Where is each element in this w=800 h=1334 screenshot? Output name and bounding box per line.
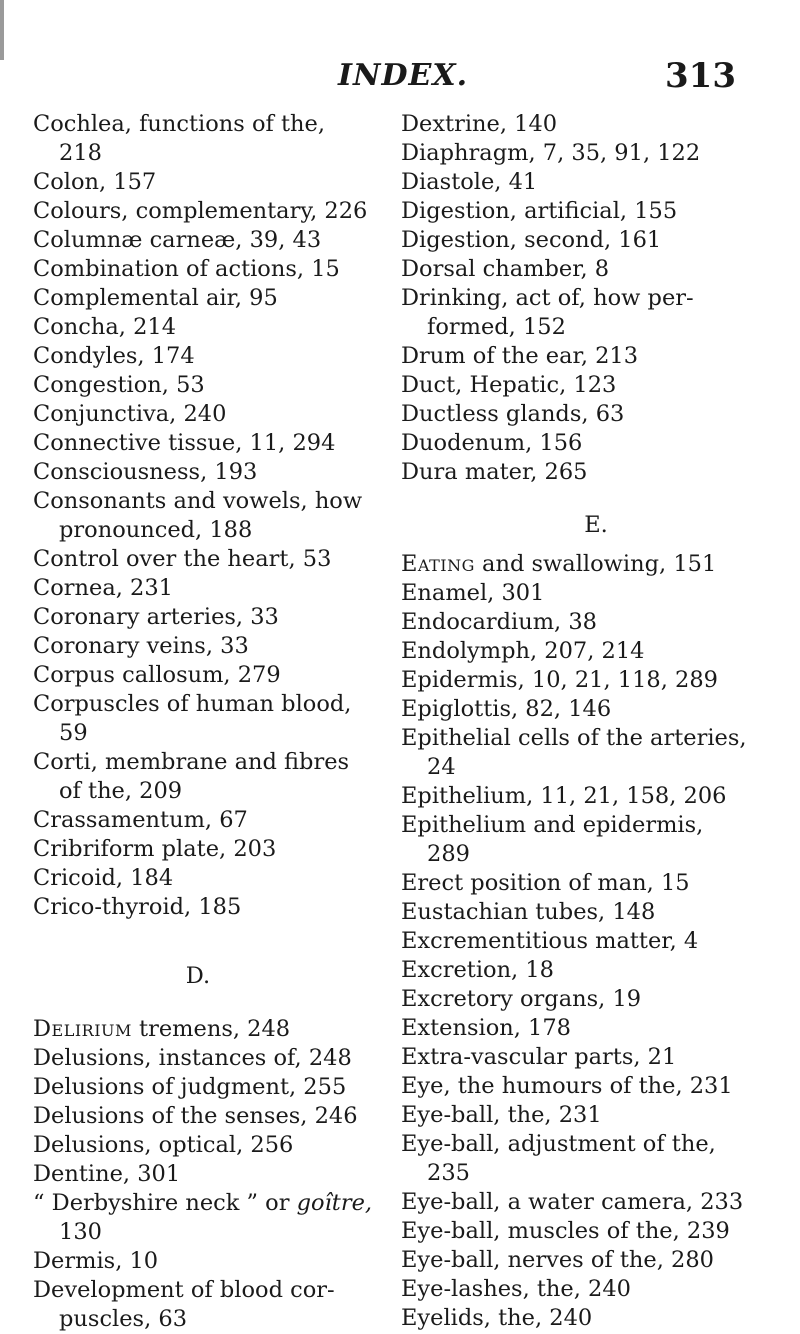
index-entry [33, 661, 363, 690]
index-entry [33, 429, 363, 458]
index-entry [33, 255, 363, 284]
entry-text: Enamel, 301 [401, 580, 545, 606]
entry-text: Corpuscles of human blood, [33, 691, 352, 717]
index-entry [401, 637, 791, 666]
entry-text: Drinking, act of, how per- [401, 285, 694, 311]
index-entry [33, 835, 363, 864]
left-column [33, 110, 373, 1334]
entry-text: Concha, 214 [33, 314, 177, 340]
entry-continuation: 24 [427, 754, 456, 780]
entry-text: Erect position of man, 15 [401, 870, 690, 896]
index-entry [401, 255, 791, 284]
entry-text: Ductless glands, 63 [401, 401, 625, 427]
index-entry [401, 458, 791, 487]
index-entry [401, 608, 791, 637]
index-entry [401, 956, 791, 985]
entry-text: Extension, 178 [401, 1015, 571, 1041]
entry-text: Epithelium and epidermis, [401, 812, 704, 838]
entry-text: Dextrine, 140 [401, 111, 558, 137]
entry-text: and swallowing, 151 [474, 551, 717, 577]
entry-text: Delusions, instances of, 248 [33, 1045, 352, 1071]
index-entry [33, 748, 363, 806]
entry-text: Crassamentum, 67 [33, 807, 248, 833]
entry-lead-word: Delirium [33, 1016, 132, 1042]
index-entry [33, 400, 363, 429]
entry-text: Colon, 157 [33, 169, 157, 195]
running-title: INDEX. [338, 58, 469, 93]
section-heading-e: E. [584, 512, 608, 538]
entry-text: Endocardium, 38 [401, 609, 597, 635]
index-entry [33, 1247, 363, 1276]
index-entry [33, 1073, 363, 1102]
index-entry [401, 1246, 791, 1275]
entry-continuation: 289 [427, 841, 470, 867]
index-entry [401, 724, 791, 782]
section-heading-d: D. [185, 963, 211, 989]
index-entry [33, 1131, 363, 1160]
index-entry [401, 927, 791, 956]
entry-text: Colours, complementary, 226 [33, 198, 368, 224]
index-entry [401, 550, 791, 579]
page-number: 313 [665, 56, 736, 96]
index-entry [401, 1304, 791, 1333]
entry-text: Epiglottis, 82, 146 [401, 696, 612, 722]
entry-text: Excrementitious matter, 4 [401, 928, 699, 954]
entry-text: Cricoid, 184 [33, 865, 174, 891]
entry-text: Excretory organs, 19 [401, 986, 642, 1012]
entry-text: Extra-vascular parts, 21 [401, 1044, 677, 1070]
index-entry [33, 632, 363, 661]
right-column [401, 110, 791, 1333]
entry-continuation: of the, 209 [59, 778, 183, 804]
index-entry [33, 371, 363, 400]
entry-text: Eye-ball, the, 231 [401, 1102, 602, 1128]
entry-text: Control over the heart, 53 [33, 546, 332, 572]
index-entry [401, 1188, 791, 1217]
entry-continuation: 59 [59, 720, 88, 746]
entry-text: Consciousness, 193 [33, 459, 258, 485]
index-entry [401, 400, 791, 429]
index-entry [33, 864, 363, 893]
index-entry [401, 284, 791, 342]
entry-text: Corpus callosum, 279 [33, 662, 281, 688]
page-header [0, 52, 800, 96]
index-entry [33, 1189, 373, 1247]
index-entry [401, 898, 791, 927]
index-entry [33, 313, 363, 342]
index-entry [401, 1130, 791, 1188]
entry-continuation: 218 [59, 140, 102, 166]
entry-text: Columnæ carneæ, 39, 43 [33, 227, 322, 253]
index-entry [33, 603, 363, 632]
entry-italic: goître, [296, 1190, 373, 1216]
index-entry [401, 1101, 791, 1130]
index-entry [401, 110, 791, 139]
index-entry [401, 1217, 791, 1246]
entry-text: Cochlea, functions of the, [33, 111, 325, 137]
entry-text: Corti, membrane and fibres [33, 749, 350, 775]
entry-text: Development of blood cor- [33, 1277, 335, 1303]
entry-continuation: puscles, 63 [59, 1306, 188, 1332]
entry-text: Dorsal chamber, 8 [401, 256, 610, 282]
index-entry [401, 1072, 791, 1101]
scan-edge-mark [0, 0, 4, 60]
entry-text: Epidermis, 10, 21, 118, 289 [401, 667, 718, 693]
entry-text: “ Derbyshire neck ” or [33, 1190, 297, 1216]
index-entry [401, 666, 791, 695]
entry-text: Duct, Hepatic, 123 [401, 372, 617, 398]
entry-text: Diaphragm, 7, 35, 91, 122 [401, 140, 701, 166]
index-entry [33, 342, 363, 371]
entry-text: Congestion, 53 [33, 372, 205, 398]
index-entry [33, 1276, 363, 1334]
index-entry [33, 284, 363, 313]
entry-text: Combination of actions, 15 [33, 256, 340, 282]
entry-text: Connective tissue, 11, 294 [33, 430, 336, 456]
entry-text: Dermis, 10 [33, 1248, 159, 1274]
entry-text: Complemental air, 95 [33, 285, 278, 311]
index-entry [401, 226, 791, 255]
entry-lead-word: Eating [401, 551, 475, 577]
index-entry [401, 1275, 791, 1304]
entry-text: Coronary veins, 33 [33, 633, 249, 659]
index-entry [401, 985, 791, 1014]
entry-text: Eye-ball, a water camera, 233 [401, 1189, 744, 1215]
entry-text: Cribriform plate, 203 [33, 836, 277, 862]
index-entry [33, 168, 363, 197]
entry-continuation: pronounced, 188 [59, 517, 253, 543]
index-entry [401, 429, 791, 458]
entry-continuation: formed, 152 [427, 314, 566, 340]
entry-text: Eye-ball, adjustment of the, [401, 1131, 716, 1157]
index-entry [33, 1015, 363, 1044]
index-entry [401, 811, 791, 869]
entry-text: Digestion, second, 161 [401, 227, 662, 253]
entry-text: Crico-thyroid, 185 [33, 894, 242, 920]
index-entry [401, 139, 791, 168]
index-entry [33, 1044, 363, 1073]
index-entry [401, 782, 791, 811]
index-entry [33, 110, 363, 168]
entry-text: Digestion, artificial, 155 [401, 198, 678, 224]
entry-text: Eustachian tubes, 148 [401, 899, 656, 925]
entry-text: Duodenum, 156 [401, 430, 583, 456]
index-entry [33, 545, 363, 574]
index-entry [33, 487, 363, 545]
entry-text: Eye-lashes, the, 240 [401, 1276, 631, 1302]
entry-text: Dura mater, 265 [401, 459, 588, 485]
entry-text: Consonants and vowels, how [33, 488, 363, 514]
entry-text: tremens, 248 [131, 1016, 291, 1042]
entry-text: Eye, the humours of the, 231 [401, 1073, 733, 1099]
entry-text: Excretion, 18 [401, 957, 554, 983]
index-entry [401, 579, 791, 608]
index-entry [33, 574, 363, 603]
entry-text: Conjunctiva, 240 [33, 401, 227, 427]
index-entry [401, 371, 791, 400]
index-entry [33, 690, 363, 748]
index-entry [33, 893, 363, 922]
index-entry [33, 806, 363, 835]
entry-continuation: 235 [427, 1160, 470, 1186]
entry-text: Eye-ball, muscles of the, 239 [401, 1218, 730, 1244]
index-entry [401, 869, 791, 898]
entry-text: Drum of the ear, 213 [401, 343, 639, 369]
entry-text: Epithelium, 11, 21, 158, 206 [401, 783, 727, 809]
index-entry [401, 168, 791, 197]
entry-text: Delusions of the senses, 246 [33, 1103, 358, 1129]
entry-text: Diastole, 41 [401, 169, 538, 195]
index-entry [401, 342, 791, 371]
entry-text: Epithelial cells of the arteries, [401, 725, 747, 751]
index-entry [33, 458, 363, 487]
index-entry [401, 197, 791, 226]
entry-text: Dentine, 301 [33, 1161, 181, 1187]
index-entry [33, 226, 363, 255]
index-entry [33, 197, 368, 226]
entry-continuation: 130 [59, 1219, 102, 1245]
entry-text: Delusions, optical, 256 [33, 1132, 294, 1158]
entry-text: Delusions of judgment, 255 [33, 1074, 347, 1100]
index-entry [33, 1160, 363, 1189]
entry-text: Coronary arteries, 33 [33, 604, 279, 630]
entry-text: Endolymph, 207, 214 [401, 638, 645, 664]
entry-text: Condyles, 174 [33, 343, 195, 369]
index-entry [401, 695, 791, 724]
entry-text: Eyelids, the, 240 [401, 1305, 593, 1331]
index-entry [401, 1014, 791, 1043]
index-entry [401, 1043, 791, 1072]
entry-text: Cornea, 231 [33, 575, 173, 601]
entry-text: Eye-ball, nerves of the, 280 [401, 1247, 714, 1273]
index-entry [33, 1102, 363, 1131]
